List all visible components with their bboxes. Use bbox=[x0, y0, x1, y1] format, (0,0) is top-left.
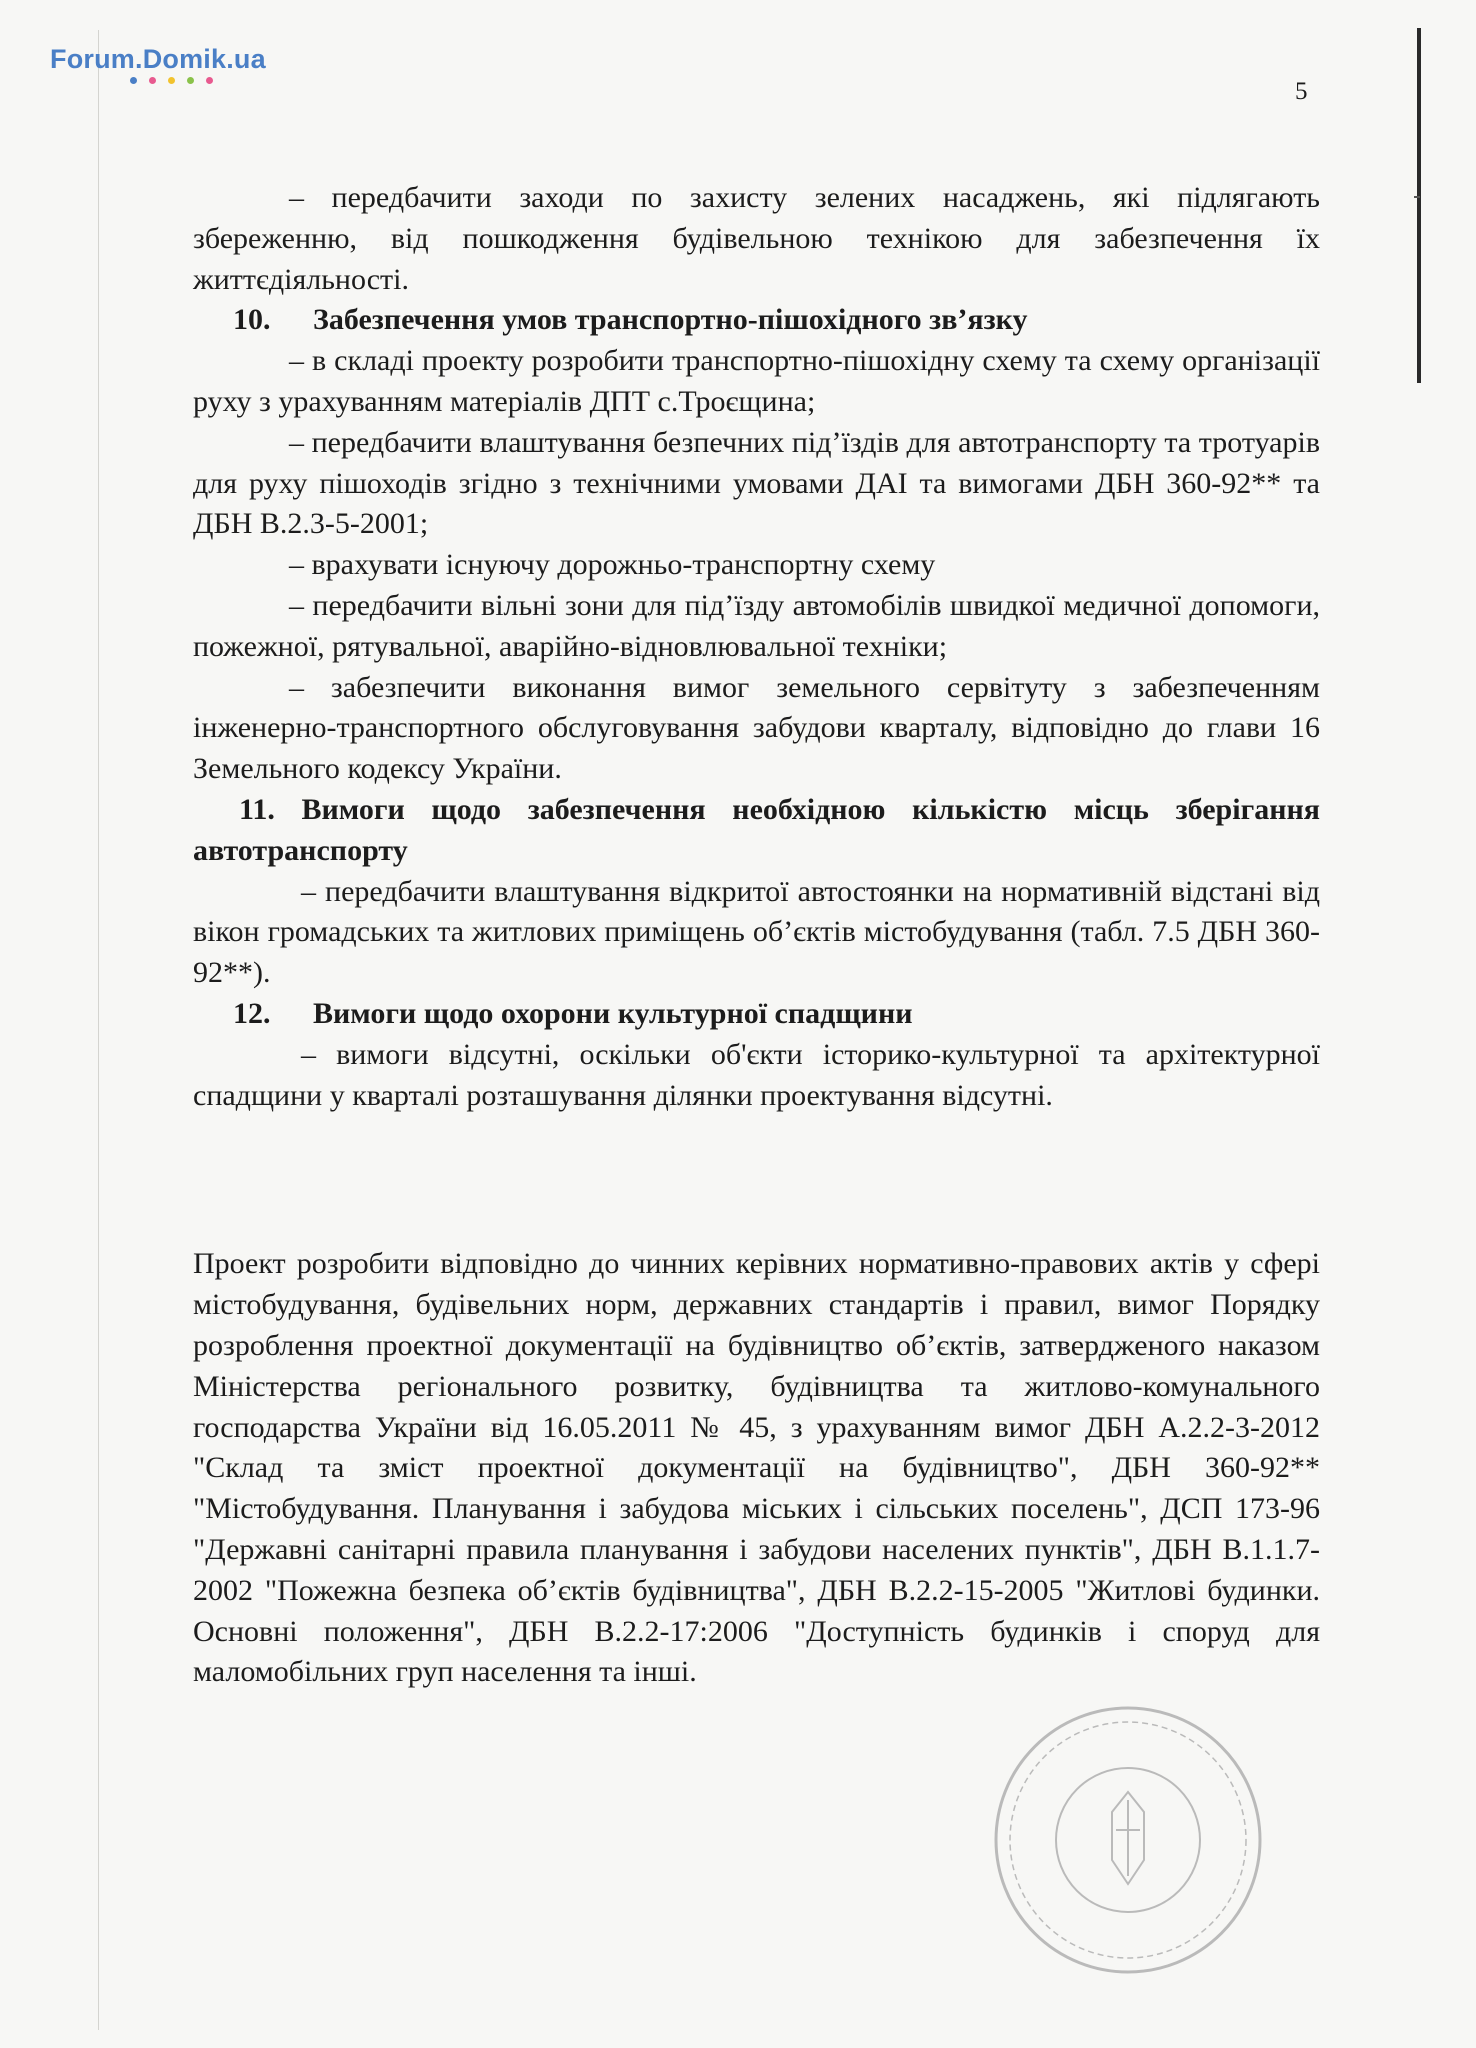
paragraph: – передбачити влаштування відкритої автостоянки на нормативній відстані від вікон громадських та житлових приміщень об’єктів містобудування (табл. 7.5 ДБН 360-92**). bbox=[193, 874, 1320, 990]
watermark-dot bbox=[149, 77, 156, 84]
page-number: 5 bbox=[1295, 78, 1308, 105]
watermark-dot bbox=[130, 77, 137, 84]
document-body bbox=[193, 178, 1320, 1693]
paragraph: – врахувати існуючу дорожньо-транспортну схему bbox=[289, 548, 936, 582]
section-heading bbox=[193, 790, 1320, 872]
paragraph: – вимоги відсутні, оскільки об'єкти історико-культурної та архітектурної спадщини у кварталі розташування ділянки проектування відсутні. bbox=[193, 1037, 1320, 1112]
scan-edge-tick bbox=[1414, 196, 1420, 198]
section-title: Вимоги щодо охорони культурної спадщини bbox=[313, 996, 913, 1030]
official-seal-icon bbox=[988, 1700, 1268, 1980]
scan-edge-right bbox=[1417, 28, 1421, 383]
section-number: 10. bbox=[233, 303, 271, 337]
section-title: Вимоги щодо забезпечення необхідною кількістю місць зберігання автотранспорту bbox=[193, 792, 1320, 867]
watermark-dots bbox=[50, 77, 266, 84]
section-number: 11. bbox=[239, 792, 275, 826]
paragraph: – передбачити влаштування безпечних під’їздів для автотранспорту та тротуарів для руху пішоходів згідно з технічними умовами ДАІ та вимогами ДБН 360-92** та ДБН В.2.3-5-2001; bbox=[193, 425, 1320, 541]
paragraph: – забезпечити виконання вимог земельного сервітуту з забезпеченням інженерно-транспортного обслуговування забудови кварталу, відповідно до глави 16 Земельного кодексу України. bbox=[193, 670, 1320, 786]
paragraph: – передбачити заходи по захисту зелених насаджень, які підлягають збереженню, від пошкодження будівельною технікою для забезпечення їх життєдіяльності. bbox=[193, 181, 1320, 296]
watermark-logo bbox=[50, 44, 266, 84]
section-heading bbox=[193, 300, 1320, 341]
section-number: 12. bbox=[233, 996, 271, 1030]
watermark-dot bbox=[206, 77, 213, 84]
watermark-dot bbox=[187, 77, 194, 84]
closing-paragraph: Проект розробити відповідно до чинних керівних нормативно-правових актів у сфері містобудування, будівельних норм, державних стандартів і правил, вимог Порядку розроблення проектної документації на будівництво об’єктів, затвердженого наказом Міністерства регіонального розвитку, будівництва та житлово-комунального господарства України від 16.05.2011 № 45, з урахуванням вимог ДБН А.2.2-3-2012 "Склад та зміст проектної документації на будівництво", ДБН 360-92** "Містобудування. Планування і забудова міських і сільських поселень", ДСП 173-96 "Державні санітарні правила планування і забудови населених пунктів", ДБН В.1.1.7-2002 "Пожежна безпека об’єктів будівництва", ДБН В.2.2-15-2005 "Житлові будинки. Основні положення", ДБН В.2.2-17:2006 "Доступність будинків і споруд для маломобільних груп населення та інші. bbox=[193, 1247, 1320, 1689]
paragraph: – в складі проекту розробити транспортно-пішохідну схему та схему організації руху з урахуванням матеріалів ДПТ с.Троєщина; bbox=[193, 344, 1320, 418]
watermark-text: Forum.Domik.ua bbox=[50, 44, 266, 74]
scan-edge-left bbox=[98, 30, 99, 2030]
paragraph: – передбачити вільні зони для під’їзду автомобілів швидкої медичної допомоги, пожежної, рятувальної, аварійно-відновлювальної техніки; bbox=[193, 588, 1320, 663]
section-title: Забезпечення умов транспортно-пішохідного зв’язку bbox=[313, 303, 1028, 337]
watermark-dot bbox=[168, 77, 175, 84]
section-heading bbox=[193, 994, 1320, 1035]
